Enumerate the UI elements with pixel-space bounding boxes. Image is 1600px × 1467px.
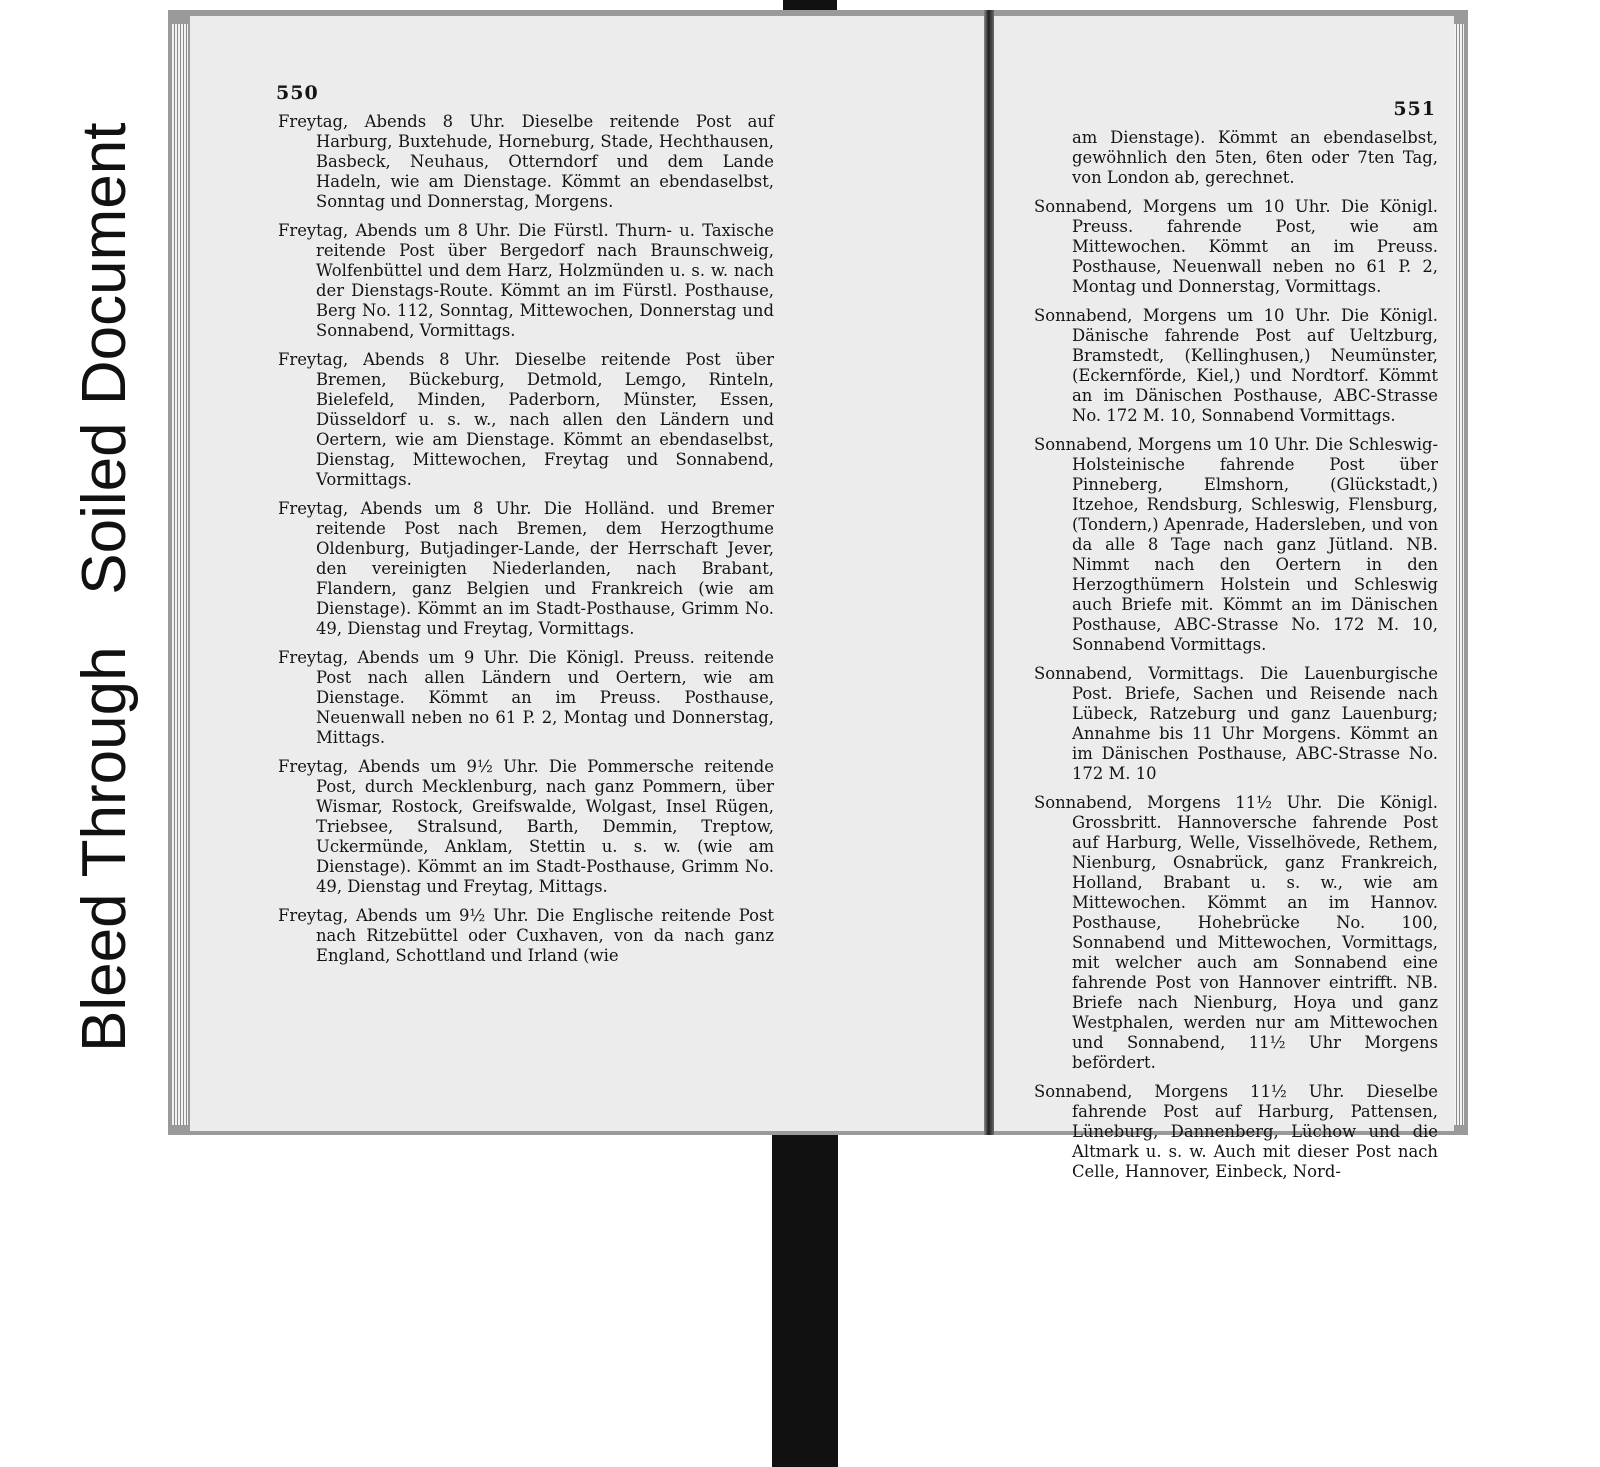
left-page-edges bbox=[172, 24, 188, 1125]
bleed-through-soiled-document-stamp bbox=[0, 0, 150, 1100]
timetable-entry: Freytag, Abends um 8 Uhr. Die Holländ. und Bremer reitende Post nach Bremen, dem Herzogthume Oldenburg, Butjadinger-Lande, der Herrschaft Jever, den vereinigten Niederlanden, nach Brabant, Flandern, ganz Belgien und Frankreich (wie am Dienstage). Kömmt an im Stadt-Posthause, Grimm No. 49, Dienstag und Freytag, Vormittags. bbox=[278, 499, 774, 638]
open-book bbox=[168, 10, 1468, 1181]
timetable-entry: Freytag, Abends um 9½ Uhr. Die Pommersche reitende Post, durch Mecklenburg, nach ganz Pommern, über Wismar, Rostock, Greifswalde, Wolgast, Insel Rügen, Triebsee, Stralsund, Barth, Demmin, Treptow, Uckermünde, Anklam, Stettin u. s. w. (wie am Dienstage). Kömmt an im Stadt-Posthause, Grimm No. 49, Dienstag und Freytag, Mittags. bbox=[278, 757, 774, 896]
right-page bbox=[994, 16, 1454, 1181]
page-number-left: 550 bbox=[276, 82, 319, 104]
timetable-entry: Sonnabend, Vormittags. Die Lauenburgische Post. Briefe, Sachen und Reisende nach Lübeck, Ratzeburg und ganz Lauenburg; Annahme bis 11 Uhr Morgens. Kömmt an im Dänischen Posthause, ABC-Strasse No. 172 M. 10 bbox=[1034, 664, 1438, 783]
timetable-entry: Sonnabend, Morgens um 10 Uhr. Die Schleswig-Holsteinische fahrende Post über Pinneberg, Elmshorn, (Glückstadt,) Itzehoe, Rendsburg, Schleswig, Flensburg, (Tondern,) Apenrade, Hadersleben, und von da alle 8 Tage nach ganz Jütland. NB. Nimmt nach den Oertern in den Herzogthümern Holstein und Schleswig auch Briefe mit. Kömmt an im Dänischen Posthause, ABC-Strasse No. 172 M. 10, Sonnabend Vormittags. bbox=[1034, 435, 1438, 654]
ribbon-bookmark-bottom bbox=[772, 1135, 838, 1467]
timetable-entry-continuation: am Dienstage). Kömmt an ebendaselbst, gewöhnlich den 5ten, 6ten oder 7ten Tag, von London ab, gerechnet. bbox=[1072, 128, 1438, 187]
left-page-text bbox=[278, 112, 774, 975]
left-page bbox=[190, 16, 990, 1131]
timetable-entry: Sonnabend, Morgens um 10 Uhr. Die Königl. Preuss. fahrende Post, wie am Mittewochen. Kömmt an im Preuss. Posthause, Neuenwall neben no 61 P. 2, Montag und Donnerstag, Vormittags. bbox=[1034, 197, 1438, 296]
timetable-entry: Freytag, Abends um 8 Uhr. Die Fürstl. Thurn- u. Taxische reitende Post über Bergedorf nach Braunschweig, Wolfenbüttel und dem Harz, Holzmünden u. s. w. nach der Dienstags-Route. Kömmt an im Fürstl. Posthause, Berg No. 112, Sonntag, Mittewochen, Donnerstag und Sonnabend, Vormittags. bbox=[278, 221, 774, 340]
timetable-entry: Sonnabend, Morgens um 10 Uhr. Die Königl. Dänische fahrende Post auf Ueltzburg, Bramstedt, (Kellinghusen,) Neumünster, (Eckernförde, Kiel,) und Nordtorf. Kömmt an im Dänischen Posthause, ABC-Strasse No. 172 M. 10, Sonnabend Vormittags. bbox=[1034, 306, 1438, 425]
timetable-entry: Freytag, Abends um 9½ Uhr. Die Englische reitende Post nach Ritzebüttel oder Cuxhaven, von da nach ganz England, Schottland und Irland (wie bbox=[278, 906, 774, 965]
timetable-entry: Sonnabend, Morgens 11½ Uhr. Die Königl. Grossbritt. Hannoversche fahrende Post auf Harburg, Welle, Visselhövede, Rethem, Nienburg, Osnabrück, ganz Frankreich, Holland, Brabant u. s. w., wie am Mittewochen. Kömmt an im Hannov. Posthause, Hohebrücke No. 100, Sonnabend und Mittewochen, Vormittags, mit welcher auch am Sonnabend eine fahrende Post von Hannover eintrifft. NB. Briefe nach Nienburg, Hoya und ganz Westphalen, werden nur am Mittewochen und Sonnabend, 11½ Uhr Morgens befördert. bbox=[1034, 793, 1438, 1072]
timetable-entry: Freytag, Abends 8 Uhr. Dieselbe reitende Post auf Harburg, Buxtehude, Horneburg, Stade, Hechthausen, Basbeck, Neuhaus, Otterndorf und dem Lande Hadeln, wie am Dienstage. Kömmt an ebendaselbst, Sonntag und Donnerstag, Morgens. bbox=[278, 112, 774, 211]
timetable-entry: Freytag, Abends 8 Uhr. Dieselbe reitende Post über Bremen, Bückeburg, Detmold, Lemgo, Rinteln, Bielefeld, Minden, Paderborn, Münster, Essen, Düsseldorf u. s. w., nach allen den Ländern und Oertern, wie am Dienstage. Kömmt an ebendaselbst, Dienstag, Mittewochen, Freytag und Sonnabend, Vormittags. bbox=[278, 350, 774, 489]
page-number-right: 551 bbox=[1393, 98, 1436, 120]
timetable-entry: Sonnabend, Morgens 11½ Uhr. Dieselbe fahrende Post auf Harburg, Pattensen, Lüneburg, Dannenberg, Lüchow und die Altmark u. s. w. Auch mit dieser Post nach Celle, Hannover, Einbeck, Nord- bbox=[1034, 1082, 1438, 1181]
timetable-entry: Freytag, Abends um 9 Uhr. Die Königl. Preuss. reitende Post nach allen Ländern und Oertern, wie am Dienstage. Kömmt an im Preuss. Posthause, Neuenwall neben no 61 P. 2, Montag und Donnerstag, Mittags. bbox=[278, 648, 774, 747]
stamp-label: Bleed Through Soiled Document bbox=[70, 122, 139, 1052]
book-spine bbox=[984, 10, 994, 1135]
right-page-text bbox=[1034, 128, 1438, 1191]
